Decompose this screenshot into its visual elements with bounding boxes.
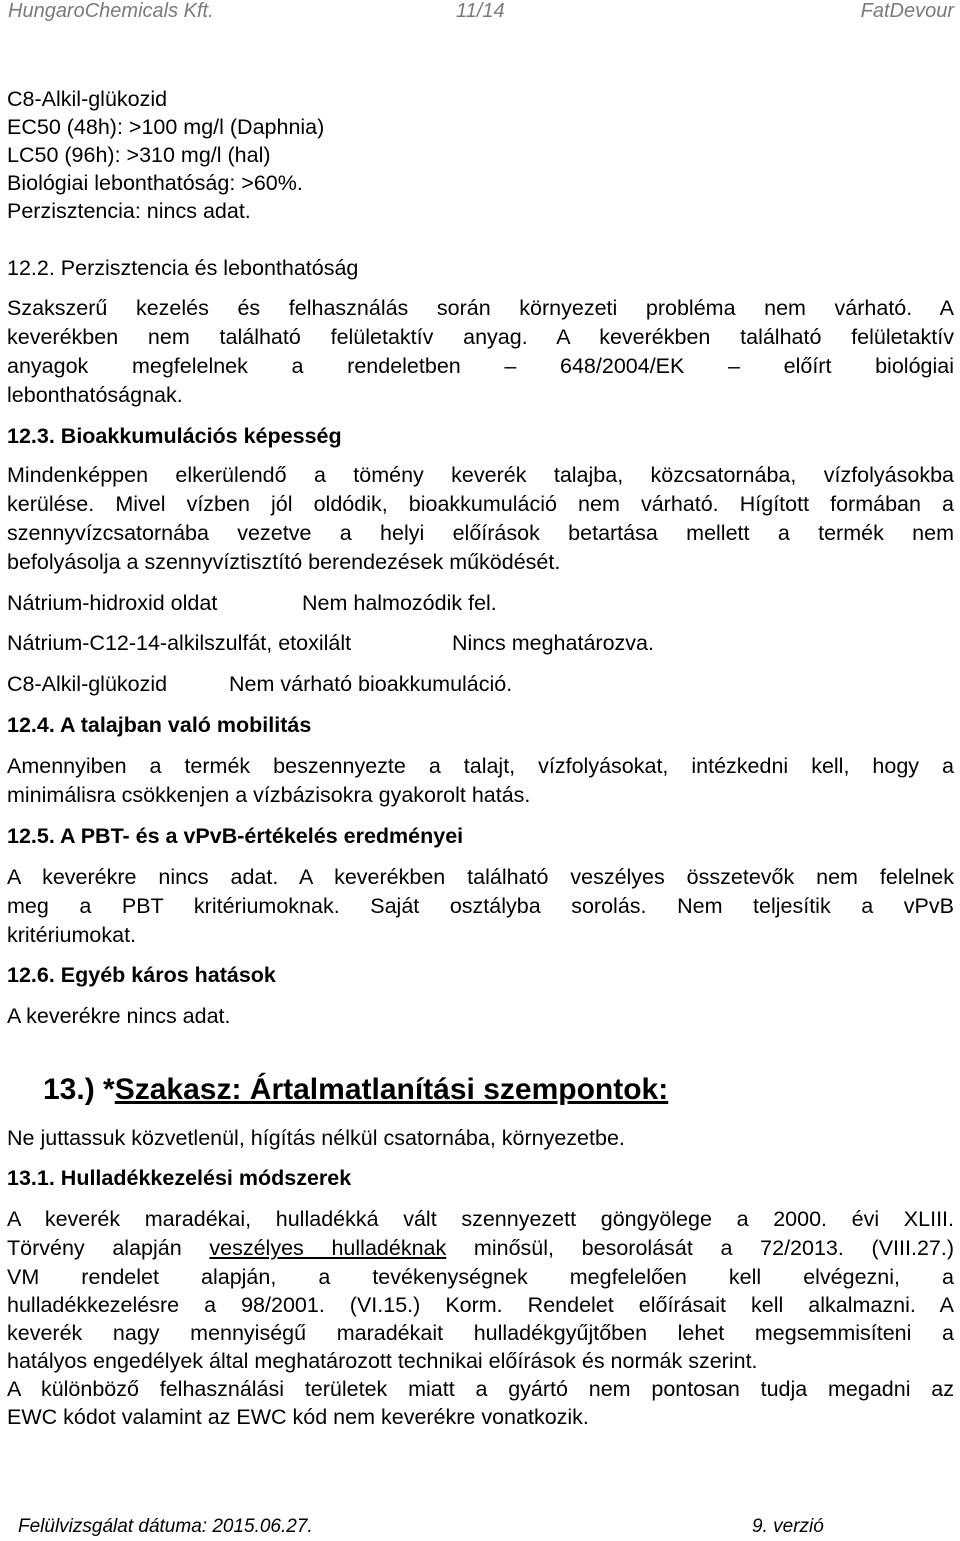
- section-12-3-line: kerülése. Mivel vízben jól oldódik, bioakkumuláció nem várható. Hígított formában a: [7, 492, 954, 516]
- section-12-2-line: anyagok megfelelnek a rendeletben – 648/2004/EK – előírt biológiai: [7, 354, 954, 378]
- section-12-2-line: lebonthatóságnak.: [7, 383, 183, 407]
- section-12-6-text: A keverékre nincs adat.: [7, 1004, 231, 1028]
- footer-version: 9. verzió: [752, 1516, 824, 1537]
- section-13-1-line: [7, 1234, 954, 1262]
- section-12-2-heading: 12.2. Perzisztencia és lebonthatóság: [7, 256, 359, 280]
- section-12-2-line: Szakszerű kezelés és felhasználás során környezeti probléma nem várható. A: [7, 296, 954, 320]
- section-13-1-line: keverék nagy mennyiségű maradékait hulladékgyűjtőben lehet megsemmisíteni a: [7, 1321, 954, 1345]
- page-header: [0, 0, 960, 24]
- ewc-line: A különböző felhasználási területek miatt a gyártó nem pontosan tudja megadni az: [7, 1377, 954, 1401]
- section-13-number: 13.) *: [43, 1073, 115, 1106]
- section-12-3-line: befolyásolja a szennyvíztisztító berendezések működését.: [7, 550, 561, 574]
- section-13-1-line: VM rendelet alapján, a tevékenységnek megfelelően kell elvégezni, a: [7, 1265, 954, 1289]
- section-12-2-line: keverékben nem található felületaktív anyag. A keverékben található felületaktív: [7, 325, 954, 349]
- bioacc-substance: C8-Alkil-glükozid: [7, 672, 168, 696]
- section-13-1-line: hatályos engedélyek által meghatározott technikai előírások és normák szerint.: [7, 1349, 758, 1373]
- section-13-heading: [43, 1070, 668, 1110]
- c8-biodegradability: Biológiai lebonthatóság: >60%.: [7, 171, 303, 195]
- section-12-5-line: kritériumokat.: [7, 923, 137, 947]
- section-12-5-line: meg a PBT kritériumoknak. Saját osztályba sorolás. Nem teljesítik a vPvB: [7, 894, 954, 918]
- section-12-4-line: minimálisra csökkenjen a vízbázisokra gyakorolt hatás.: [7, 783, 531, 807]
- section-12-3-line: szennyvízcsatornába vezetve a helyi előírások betartása mellett a termék nem: [7, 521, 954, 545]
- footer-review-date: Felülvizsgálat dátuma: 2015.06.27.: [18, 1516, 313, 1537]
- section-12-3-line: Mindenképpen elkerülendő a tömény keverék talajba, közcsatornába, vízfolyásokba: [7, 463, 954, 487]
- c8-persistence: Perzisztencia: nincs adat.: [7, 199, 251, 223]
- section-13-1-line: hulladékkezelésre a 98/2001. (VI.15.) Korm. Rendelet előírásait kell alkalmazni. A: [7, 1293, 954, 1317]
- law-text-rest: minősül, besorolását a 72/2013. (VIII.27.): [446, 1236, 954, 1260]
- header-page-number: 11/14: [456, 0, 505, 22]
- section-12-6-heading: 12.6. Egyéb káros hatások: [7, 963, 276, 987]
- header-product: FatDevour: [860, 0, 954, 22]
- section-13-1-line: A keverék maradékai, hulladékká vált szennyezett göngyölege a 2000. évi XLIII.: [7, 1207, 954, 1231]
- bioacc-value: Nem halmozódik fel.: [302, 591, 497, 615]
- section-13-title: Szakasz: Ártalmatlanítási szempontok:: [114, 1073, 669, 1106]
- section-12-4-heading: 12.4. A talajban való mobilitás: [7, 713, 312, 737]
- ewc-line: EWC kódot valamint az EWC kód nem keverékre vonatkozik.: [7, 1405, 589, 1429]
- bioacc-substance: Nátrium-hidroxid oldat: [7, 591, 218, 615]
- c8-lc50: LC50 (96h): >310 mg/l (hal): [7, 143, 271, 167]
- section-12-5-line: A keverékre nincs adat. A keverékben található veszélyes összetevők nem felelnek: [7, 865, 954, 889]
- section-12-3-heading: 12.3. Bioakkumulációs képesség: [7, 424, 342, 448]
- section-13-1-heading: 13.1. Hulladékkezelési módszerek: [7, 1166, 352, 1190]
- c8-name: C8-Alkil-glükozid: [7, 87, 168, 111]
- hazardous-waste-link[interactable]: veszélyes hulladéknak: [209, 1236, 447, 1260]
- bioacc-value: Nincs meghatározva.: [452, 631, 654, 655]
- bioacc-substance: Nátrium-C12-14-alkilszulfát, etoxilált: [7, 631, 352, 655]
- section-13-intro: Ne juttassuk közvetlenül, hígítás nélkül csatornába, környezetbe.: [7, 1126, 625, 1150]
- c8-ec50: EC50 (48h): >100 mg/l (Daphnia): [7, 115, 325, 139]
- section-12-4-line: Amennyiben a termék beszennyezte a talajt, vízfolyásokat, intézkedni kell, hogy a: [7, 754, 954, 778]
- bioacc-value: Nem várható bioakkumuláció.: [229, 672, 513, 696]
- law-text: Törvény alapján: [7, 1236, 210, 1260]
- section-12-5-heading: 12.5. A PBT- és a vPvB-értékelés eredményei: [7, 824, 464, 848]
- header-company: HungaroChemicals Kft.: [8, 0, 214, 22]
